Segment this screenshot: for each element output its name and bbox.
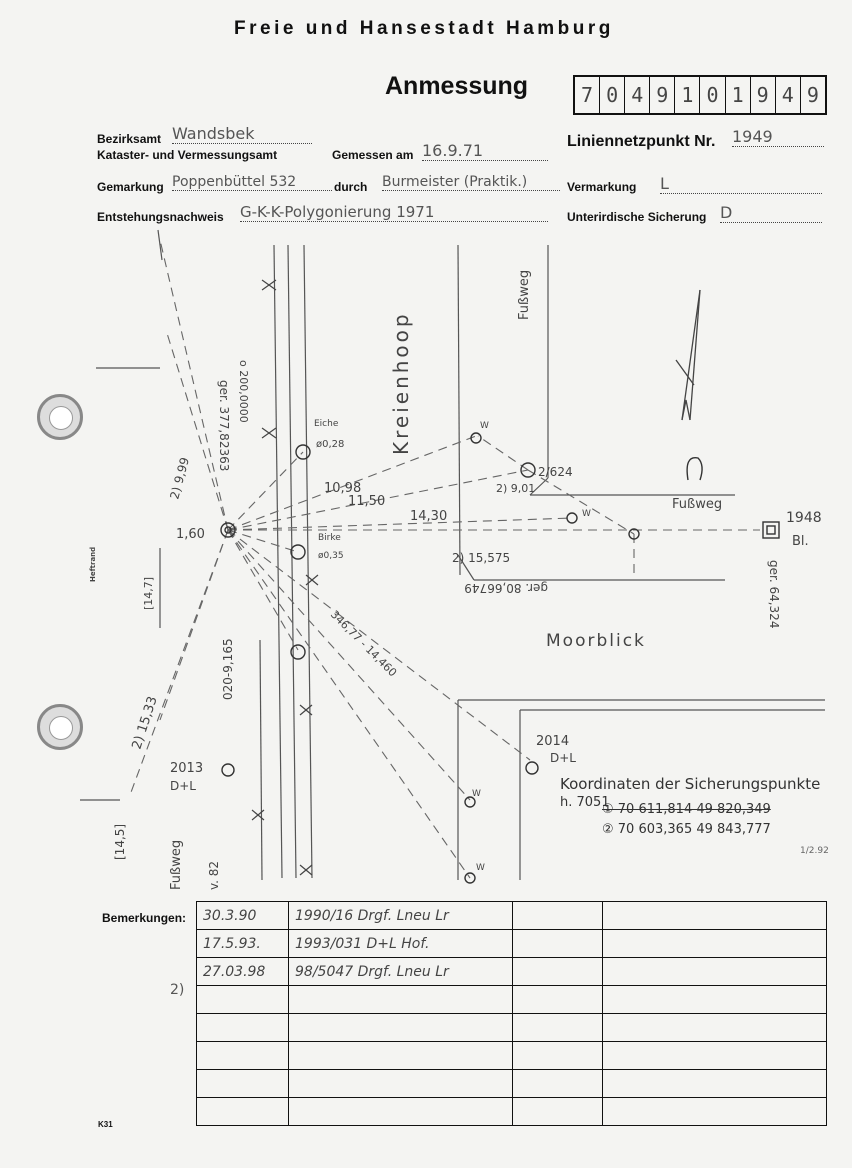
- table-cell: [603, 930, 827, 958]
- table-row: [197, 930, 827, 958]
- table-cell: [197, 1098, 289, 1126]
- table-cell: 1993/031 D+L Hof.: [289, 930, 513, 958]
- number-digit: 7: [575, 77, 600, 113]
- fussweg-label: Fußweg: [672, 497, 723, 512]
- fussweg-label: Fußweg: [517, 269, 532, 320]
- sicherung-label: Unterirdische Sicherung: [567, 210, 707, 224]
- measure-label: v. 82: [207, 860, 221, 890]
- table-row: [197, 1098, 827, 1126]
- diameter-label: ø0,35: [318, 551, 344, 561]
- gemessen-value: 16.9.71: [422, 141, 548, 161]
- table-cell: [513, 986, 603, 1014]
- number-digit: 9: [806, 83, 819, 107]
- page-title: Anmessung: [385, 72, 529, 100]
- measure-label: 2) 9,99: [167, 455, 192, 501]
- table-cell: [603, 1042, 827, 1070]
- table-row: [197, 958, 827, 986]
- point-2624-label: 2/624: [538, 465, 573, 479]
- table-cell: [513, 1070, 603, 1098]
- table-cell: [513, 902, 603, 930]
- bezirksamt-label: Bezirksamt: [97, 132, 162, 146]
- measure-label: 11,50: [348, 494, 386, 509]
- table-cell: 27.03.98: [197, 958, 289, 986]
- table-cell: [289, 1014, 513, 1042]
- table-cell: [513, 1042, 603, 1070]
- remarks-table: [196, 901, 827, 1126]
- table-cell: [197, 1014, 289, 1042]
- point-2013-sub: D+L: [170, 779, 196, 793]
- number-digit: 0: [700, 77, 725, 113]
- marker-w: W: [472, 789, 481, 799]
- table-cell: [513, 930, 603, 958]
- form-code: K31: [98, 1120, 113, 1129]
- table-cell: [603, 1070, 827, 1098]
- tree-eiche: Eiche: [314, 419, 339, 429]
- number-digit: 9: [751, 77, 776, 113]
- durch-value: Burmeister (Praktik.): [382, 174, 560, 191]
- entstehung-value: G-K-K-Polygonierung 1971: [240, 203, 548, 222]
- durch-label: durch: [334, 180, 368, 194]
- table-cell: [289, 986, 513, 1014]
- measure-label: 020-9,165: [221, 638, 235, 700]
- table-row: [197, 1014, 827, 1042]
- table-row: [197, 1042, 827, 1070]
- entstehung-label: Entstehungsnachweis: [97, 210, 224, 224]
- gemarkung-value: Poppenbüttel 532: [172, 174, 332, 191]
- table-cell: [513, 958, 603, 986]
- table-cell: [289, 1098, 513, 1126]
- coords-note: 1/2.92: [800, 846, 829, 856]
- measure-label: 14,30: [410, 509, 448, 524]
- table-cell: [603, 958, 827, 986]
- measure-label: ger. 377,82363: [217, 380, 231, 472]
- liniennetz-value: 1949: [732, 127, 824, 147]
- coords-title: Koordinaten der Sicherungspunkte: [560, 775, 821, 793]
- point-1948-sub: Bl.: [792, 534, 809, 549]
- coords-subtitle: h. 7051: [560, 795, 610, 810]
- gemarkung-label: Gemarkung: [97, 180, 164, 194]
- liniennetz-label: Liniennetzpunkt Nr.: [567, 133, 716, 150]
- sicherung-value: D: [720, 203, 822, 223]
- vermarkung-label: Vermarkung: [567, 180, 637, 194]
- table-cell: [513, 1098, 603, 1126]
- table-cell: 1990/16 Drgf. Lneu Lr: [289, 902, 513, 930]
- measure-label: [14,5]: [113, 823, 127, 860]
- point-2013-label: 2013: [170, 761, 204, 776]
- gemessen-label: Gemessen am: [332, 148, 414, 162]
- table-cell: [603, 1014, 827, 1042]
- city-heading: Freie und Hansestadt Hamburg: [234, 18, 614, 39]
- marker-w: W: [476, 863, 485, 873]
- table-cell: [197, 1070, 289, 1098]
- point-1948-label: 1948: [786, 510, 822, 526]
- remarks-marker: 2): [170, 982, 185, 998]
- table-cell: [603, 986, 827, 1014]
- remarks-label: Bemerkungen:: [102, 911, 187, 925]
- table-cell: 17.5.93.: [197, 930, 289, 958]
- diameter-label: ø0,28: [316, 439, 345, 450]
- kataster-label: Kataster- und Vermessungsamt: [97, 148, 278, 162]
- table-cell: [289, 1070, 513, 1098]
- point-2014-label: 2014: [536, 734, 570, 749]
- table-row: [197, 1070, 827, 1098]
- measure-label: ger. 64,324: [767, 560, 781, 629]
- fussweg-label: Fußweg: [169, 839, 184, 890]
- street-moorblick: Moorblick: [546, 631, 646, 651]
- tree-birke: Birke: [318, 533, 341, 543]
- marker-w: W: [582, 509, 591, 519]
- number-digit: 1: [726, 77, 751, 113]
- table-row: [197, 986, 827, 1014]
- coords-row-1: ① 70 611,814 49 820,349: [602, 802, 771, 817]
- coords-row-2: ② 70 603,365 49 843,777: [602, 822, 771, 837]
- table-cell: [289, 1042, 513, 1070]
- table-cell: [513, 1014, 603, 1042]
- vermarkung-value: L: [660, 174, 822, 194]
- table-cell: [603, 902, 827, 930]
- heftrand-label: Heftrand: [89, 546, 97, 582]
- street-kreienhoop: Kreienhoop: [389, 311, 413, 455]
- measure-label: [14,7]: [142, 576, 155, 610]
- measure-label: 346,77 - 14,460: [327, 607, 400, 680]
- table-row: [197, 902, 827, 930]
- measure-label: 2) 9,01: [496, 482, 536, 495]
- measure-label: 10,98: [324, 481, 362, 496]
- measure-label: 2) 15,33: [129, 694, 161, 752]
- measure-label: 2) 15,575: [452, 551, 511, 565]
- table-cell: [197, 1042, 289, 1070]
- bezirksamt-value: Wandsbek: [172, 124, 312, 144]
- number-digit: 4: [776, 77, 801, 113]
- measure-label: 1,60: [176, 527, 205, 542]
- table-cell: 98/5047 Drgf. Lneu Lr: [289, 958, 513, 986]
- point-2014-sub: D+L: [550, 751, 576, 765]
- table-cell: [197, 986, 289, 1014]
- measure-label: ger. 80,66749: [464, 581, 548, 595]
- table-cell: 30.3.90: [197, 902, 289, 930]
- measure-label: o 200,0000: [237, 360, 250, 423]
- marker-w: W: [480, 421, 489, 431]
- table-cell: [603, 1098, 827, 1126]
- number-digit: 0: [600, 77, 625, 113]
- number-digit: 9: [650, 77, 675, 113]
- number-digit: 1: [675, 77, 700, 113]
- number-digit: 4: [625, 77, 650, 113]
